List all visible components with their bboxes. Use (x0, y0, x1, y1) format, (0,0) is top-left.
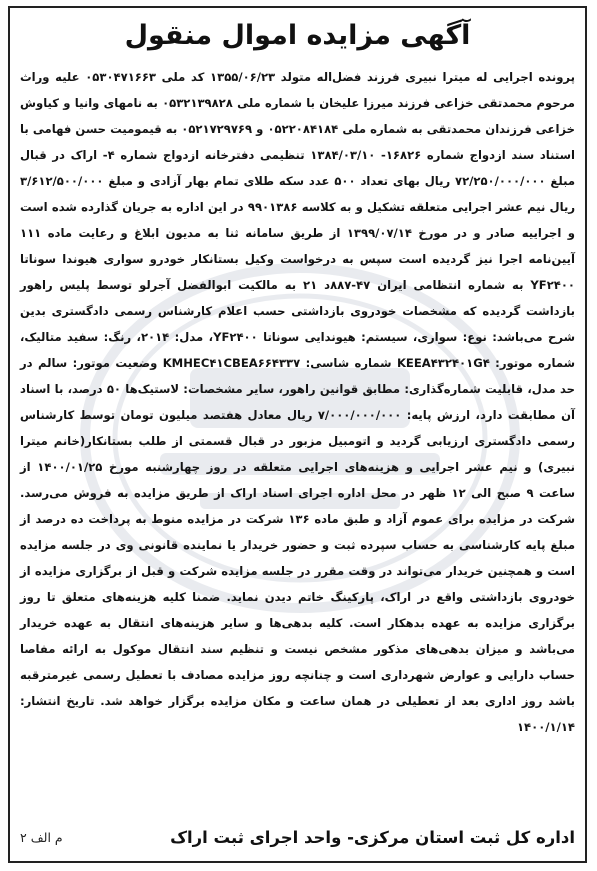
notice-title: آگهی مزایده اموال منقول (124, 20, 471, 51)
notice-body: پرونده اجرایی له میترا نبیری فرزند فضل‌اله متولد ۱۳۵۵/۰۶/۲۳ کد ملی ۰۵۳۰۴۷۱۶۶۳ علیه وراث مرحوم محمدتقی خزاعی فرزند میرزا علیخان با شماره ملی ۰۵۳۲۱۳۹۸۲۸ به نامهای وانیا و کیاوش خزاعی فرزندان محمدتقی به شماره ملی ۰۵۲۲۰۸۴۱۸۴ و ۰۵۲۱۷۲۹۷۶۹ به قیمومیت حسن فهامی با استناد سند ازدواج شماره ۱۶۸۲۶- ۱۳۸۴/۰۳/۱۰ تنظیمی دفترخانه ازدواج شماره ۴- اراک در قبال مبلغ ۷۲/۲۵۰/۰۰۰/۰۰۰ ریال بهای تعداد ۵۰۰ عدد سکه طلای تمام بهار آزادی و مبلغ ۳/۶۱۲/۵۰۰/۰۰۰ ریال نیم عشر اجرایی متعلقه تشکیل و به کلاسه ۹۹۰۱۳۸۶ در این اداره به جریان گذارده شده است و اجراییه صادر و در مورخ ۱۳۹۹/۰۷/۱۴ از طریق سامانه ثنا به مدیون ابلاغ و رعایت ماده ۱۱۱ آیین‌نامه اجرا نیز گردیده است سپس به درخواست وکیل بستانکار خودرو سواری هیوندا سوناتا YF۲۴۰۰ به شماره انتظامی ایران ۴۷-۸۸۷د ۲۱ به مالکیت ابوالفضل آجرلو توسط پلیس راهور بازداشت گردیده که مشخصات خودروی بازداشتی حسب اعلام کارشناس رسمی دادگستری بدین شرح می‌باشد: نوع: سواری، سیستم: هیوندایی سوناتا YF۲۴۰۰، مدل: ۲۰۱۴، رنگ: سفید متالیک، شماره موتور: KEEA۴۳۲۴۰۱G۴ شماره شاسی: KMHEC۴۱CBEA۶۶۴۳۳۷ وضعیت موتور: سالم در حد مدل، قابلیت شماره‌گذاری: مطابق قوانین راهور، سایر مشخصات: لاستیک‌ها ۵۰ درصد، با اسناد آن مطابقت دارد، ارزش پایه: ۷/۰۰۰/۰۰۰/۰۰۰ ریال معادل هفتصد میلیون تومان توسط کارشناس رسمی دادگستری ارزیابی گردید و اتومبیل مزبور در قبال قسمتی از طلب بستانکار(خانم میترا نبیری) و نیم عشر اجرایی و هزینه‌های اجرایی متعلقه در روز چهارشنبه مورخ ۱۴۰۰/۰۱/۲۵ از ساعت ۹ صبح الی ۱۲ ظهر در محل اداره اجرای اسناد اراک از طریق مزایده به فروش می‌رسد. شرکت در مزایده برای عموم آزاد و طبق ماده ۱۳۶ شرکت در مزایده منوط به پرداخت ده درصد از مبلغ پایه کارشناسی به حساب سپرده ثبت و حضور خریدار یا نماینده قانونی وی در جلسه مزایده است و همچنین خریدار می‌تواند در وقت مقرر در جلسه مزایده شرکت و قبل از برگزاری مزایده از خودروی بازداشتی واقع در اراک، پارکینگ خاتم دیدن نماید. ضمنا کلیه هزینه‌های متعلق تا روز برگزاری مزایده به عهده بدهکار است. کلیه بدهی‌ها و سایر هزینه‌های انتقال به عهده خریدار می‌باشد و میزان بدهی‌های مذکور مشخص نیست و تنظیم سند انتقال موکول به ارائه مفاصا حساب دارایی و عوارض شهرداری است و چنانچه روز مزایده مصادف با تعطیل رسمی غیرمترقبه باشد روز اداری بعد از تعطیلی در همان ساعت و مکان مزایده برگزار خواهد شد. تاریخ انتشار: ۱۴۰۰/۱/۱۴ (20, 70, 576, 734)
issuing-office: اداره کل ثبت استان مرکزی- واحد اجرای ثبت اراک (170, 828, 575, 847)
notice-footer (20, 821, 575, 855)
reference-code: م الف ۲ (20, 830, 63, 845)
notice-frame (8, 6, 587, 863)
